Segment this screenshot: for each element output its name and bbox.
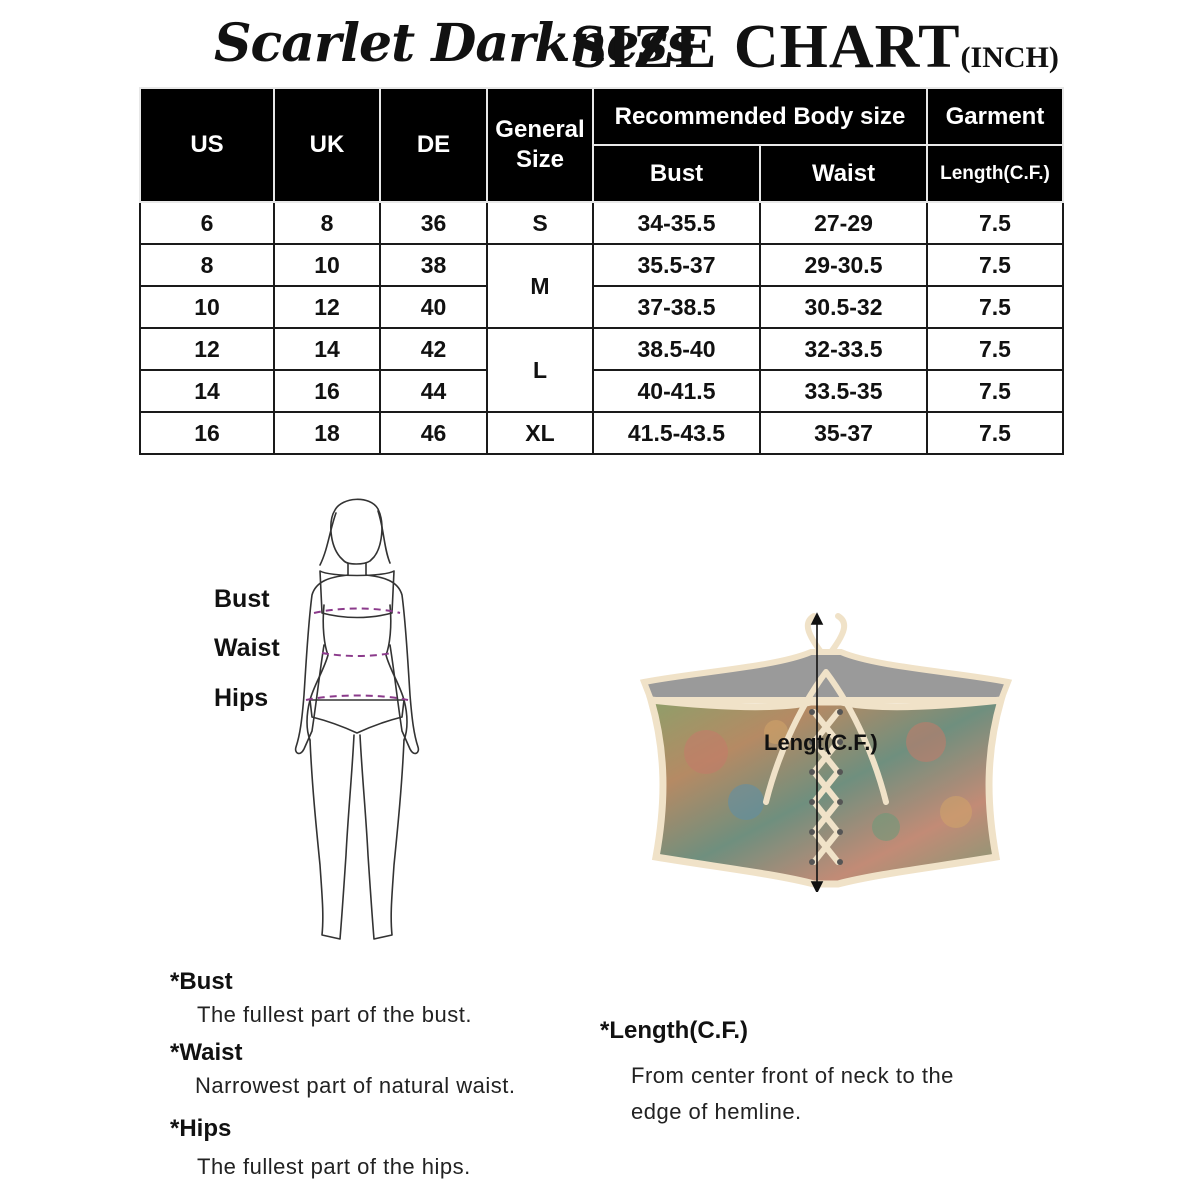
- cell-waist: 27-29: [760, 202, 927, 244]
- table-row: [140, 286, 1063, 328]
- cell-uk: 18: [274, 412, 380, 454]
- cell-length: 7.5: [927, 286, 1063, 328]
- header-recommended: Recommended Body size: [593, 88, 927, 145]
- cell-bust: 40-41.5: [593, 370, 760, 412]
- def-hips-term: *Hips: [170, 1115, 232, 1142]
- header-uk: UK: [274, 88, 380, 202]
- cell-bust: 38.5-40: [593, 328, 760, 370]
- header-length: Length(C.F.): [927, 145, 1063, 202]
- size-table: [139, 87, 1064, 455]
- cell-us: 14: [140, 370, 274, 412]
- header-bust: Bust: [593, 145, 760, 202]
- cell-us: 8: [140, 244, 274, 286]
- corset-length-label: Lengt(C.F.): [764, 730, 878, 755]
- header-us: US: [140, 88, 274, 202]
- cell-us: 16: [140, 412, 274, 454]
- def-bust-text: The fullest part of the bust.: [197, 1002, 472, 1027]
- table-row: [140, 412, 1063, 454]
- def-length-term: *Length(C.F.): [600, 1017, 748, 1044]
- cell-length: 7.5: [927, 244, 1063, 286]
- cell-uk: 16: [274, 370, 380, 412]
- cell-uk: 8: [274, 202, 380, 244]
- table-row: [140, 244, 1063, 286]
- cell-bust: 34-35.5: [593, 202, 760, 244]
- cell-bust: 35.5-37: [593, 244, 760, 286]
- cell-length: 7.5: [927, 328, 1063, 370]
- def-length-text-1: From center front of neck to the: [631, 1063, 954, 1088]
- cell-waist: 35-37: [760, 412, 927, 454]
- def-bust-term: *Bust: [170, 968, 233, 995]
- table-row: [140, 370, 1063, 412]
- cell-length: 7.5: [927, 202, 1063, 244]
- body-measurement-figure: [290, 495, 420, 945]
- label-bust: Bust: [214, 585, 270, 613]
- header-waist: Waist: [760, 145, 927, 202]
- cell-de: 42: [380, 328, 487, 370]
- cell-de: 38: [380, 244, 487, 286]
- label-hips: Hips: [214, 684, 269, 712]
- header-de: DE: [380, 88, 487, 202]
- def-hips-text: The fullest part of the hips.: [197, 1154, 471, 1179]
- cell-general: XL: [487, 412, 593, 454]
- cell-waist: 30.5-32: [760, 286, 927, 328]
- page-title: [572, 12, 1059, 82]
- cell-general: S: [487, 202, 593, 244]
- label-waist: Waist: [214, 634, 280, 662]
- table-row: [140, 202, 1063, 244]
- cell-bust: 41.5-43.5: [593, 412, 760, 454]
- cell-waist: 32-33.5: [760, 328, 927, 370]
- header-general-size: General Size: [487, 88, 593, 202]
- cell-general: M: [487, 244, 593, 328]
- cell-bust: 37-38.5: [593, 286, 760, 328]
- title-text: SIZE CHART: [572, 13, 961, 81]
- cell-us: 12: [140, 328, 274, 370]
- cell-uk: 10: [274, 244, 380, 286]
- cell-us: 6: [140, 202, 274, 244]
- cell-de: 36: [380, 202, 487, 244]
- cell-de: 40: [380, 286, 487, 328]
- cell-waist: 33.5-35: [760, 370, 927, 412]
- def-waist-term: *Waist: [170, 1039, 243, 1066]
- table-row: [140, 328, 1063, 370]
- cell-de: 44: [380, 370, 487, 412]
- brand-logo: Scarlet Darkness: [214, 13, 695, 74]
- cell-uk: 14: [274, 328, 380, 370]
- def-waist-text: Narrowest part of natural waist.: [195, 1073, 516, 1098]
- def-length-text-2: edge of hemline.: [631, 1099, 802, 1124]
- cell-uk: 12: [274, 286, 380, 328]
- cell-de: 46: [380, 412, 487, 454]
- header-garment: Garment: [927, 88, 1063, 145]
- title-unit: (INCH): [960, 41, 1059, 74]
- cell-waist: 29-30.5: [760, 244, 927, 286]
- cell-general: L: [487, 328, 593, 412]
- cell-length: 7.5: [927, 412, 1063, 454]
- cell-length: 7.5: [927, 370, 1063, 412]
- cell-us: 10: [140, 286, 274, 328]
